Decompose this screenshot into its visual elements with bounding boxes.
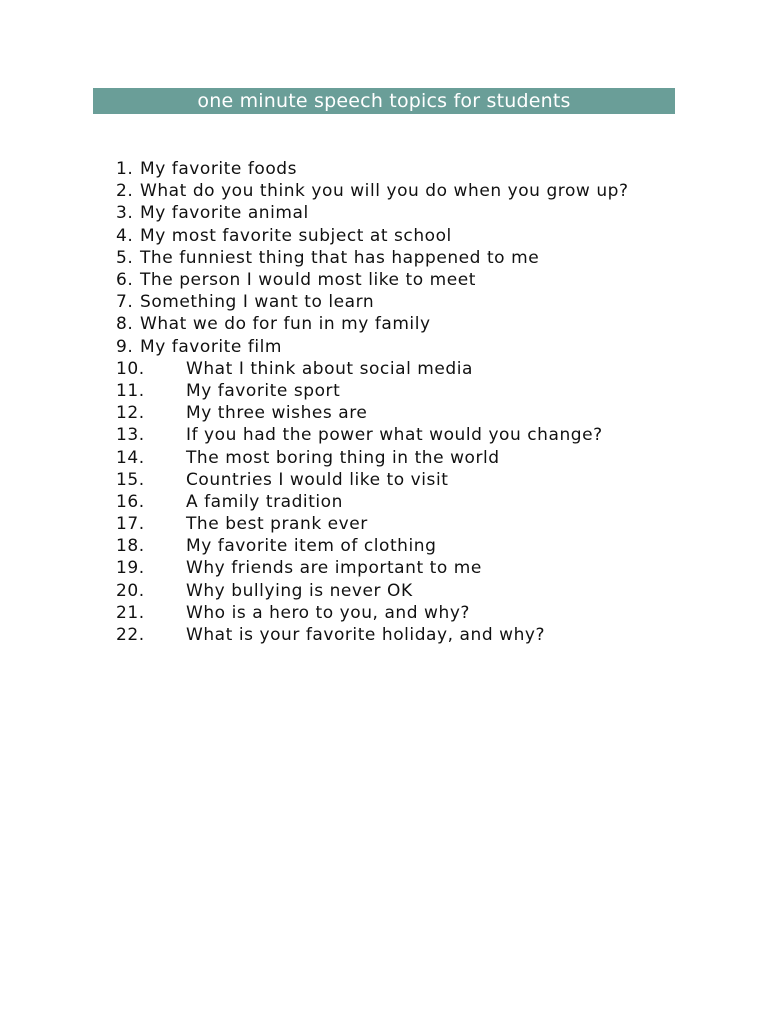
list-item [116,624,716,646]
item-number: 10. [116,358,145,379]
item-number: 15. [116,469,145,490]
list-item [116,291,716,313]
item-number: 21. [116,602,145,623]
item-number: 16. [116,491,145,512]
item-number: 2. [116,181,134,202]
list-item [116,225,716,247]
document-title: one minute speech topics for students [93,88,675,114]
item-text: If you had the power what would you change? [186,425,603,446]
item-text: My favorite animal [140,203,309,224]
list-item [116,380,716,402]
list-item [116,180,716,202]
item-number: 17. [116,514,145,535]
item-number: 20. [116,580,145,601]
item-number: 7. [116,292,134,313]
list-item [116,535,716,557]
item-text: A family tradition [186,491,343,512]
item-text: Why friends are important to me [186,558,482,579]
item-number: 13. [116,425,145,446]
list-item [116,247,716,269]
item-text: What we do for fun in my family [140,314,431,335]
item-text: My favorite foods [140,159,298,180]
item-text: Something I want to learn [140,292,375,313]
item-text: Countries I would like to visit [186,469,449,490]
item-number: 18. [116,536,145,557]
item-number: 19. [116,558,145,579]
item-text: Why bullying is never OK [186,580,413,601]
list-item [116,424,716,446]
item-text: My favorite film [140,336,283,357]
item-text: What do you think you will you do when you grow up? [140,181,629,202]
item-text: What is your favorite holiday, and why? [186,625,546,646]
topic-list [116,158,716,646]
item-text: The most boring thing in the world [186,447,500,468]
list-item [116,513,716,535]
item-number: 22. [116,625,145,646]
list-item [116,202,716,224]
item-text: The best prank ever [186,514,368,535]
item-text: The person I would most like to meet [140,270,476,291]
list-item [116,358,716,380]
item-number: 11. [116,380,145,401]
item-text: Who is a hero to you, and why? [186,602,471,623]
list-item [116,557,716,579]
list-item [116,336,716,358]
item-number: 8. [116,314,134,335]
list-item [116,602,716,624]
item-number: 14. [116,447,145,468]
list-item [116,469,716,491]
list-item [116,491,716,513]
item-text: What I think about social media [186,358,473,379]
list-item [116,158,716,180]
item-number: 9. [116,336,134,357]
list-item [116,402,716,424]
item-text: My three wishes are [186,403,368,424]
item-number: 1. [116,159,134,180]
item-text: My favorite sport [186,380,341,401]
list-item [116,446,716,468]
item-number: 3. [116,203,134,224]
item-number: 12. [116,403,145,424]
item-number: 4. [116,225,134,246]
list-item [116,269,716,291]
item-text: The funniest thing that has happened to me [140,247,540,268]
item-number: 6. [116,270,134,291]
item-number: 5. [116,247,134,268]
item-text: My most favorite subject at school [140,225,452,246]
item-text: My favorite item of clothing [186,536,437,557]
list-item [116,580,716,602]
list-item [116,313,716,335]
